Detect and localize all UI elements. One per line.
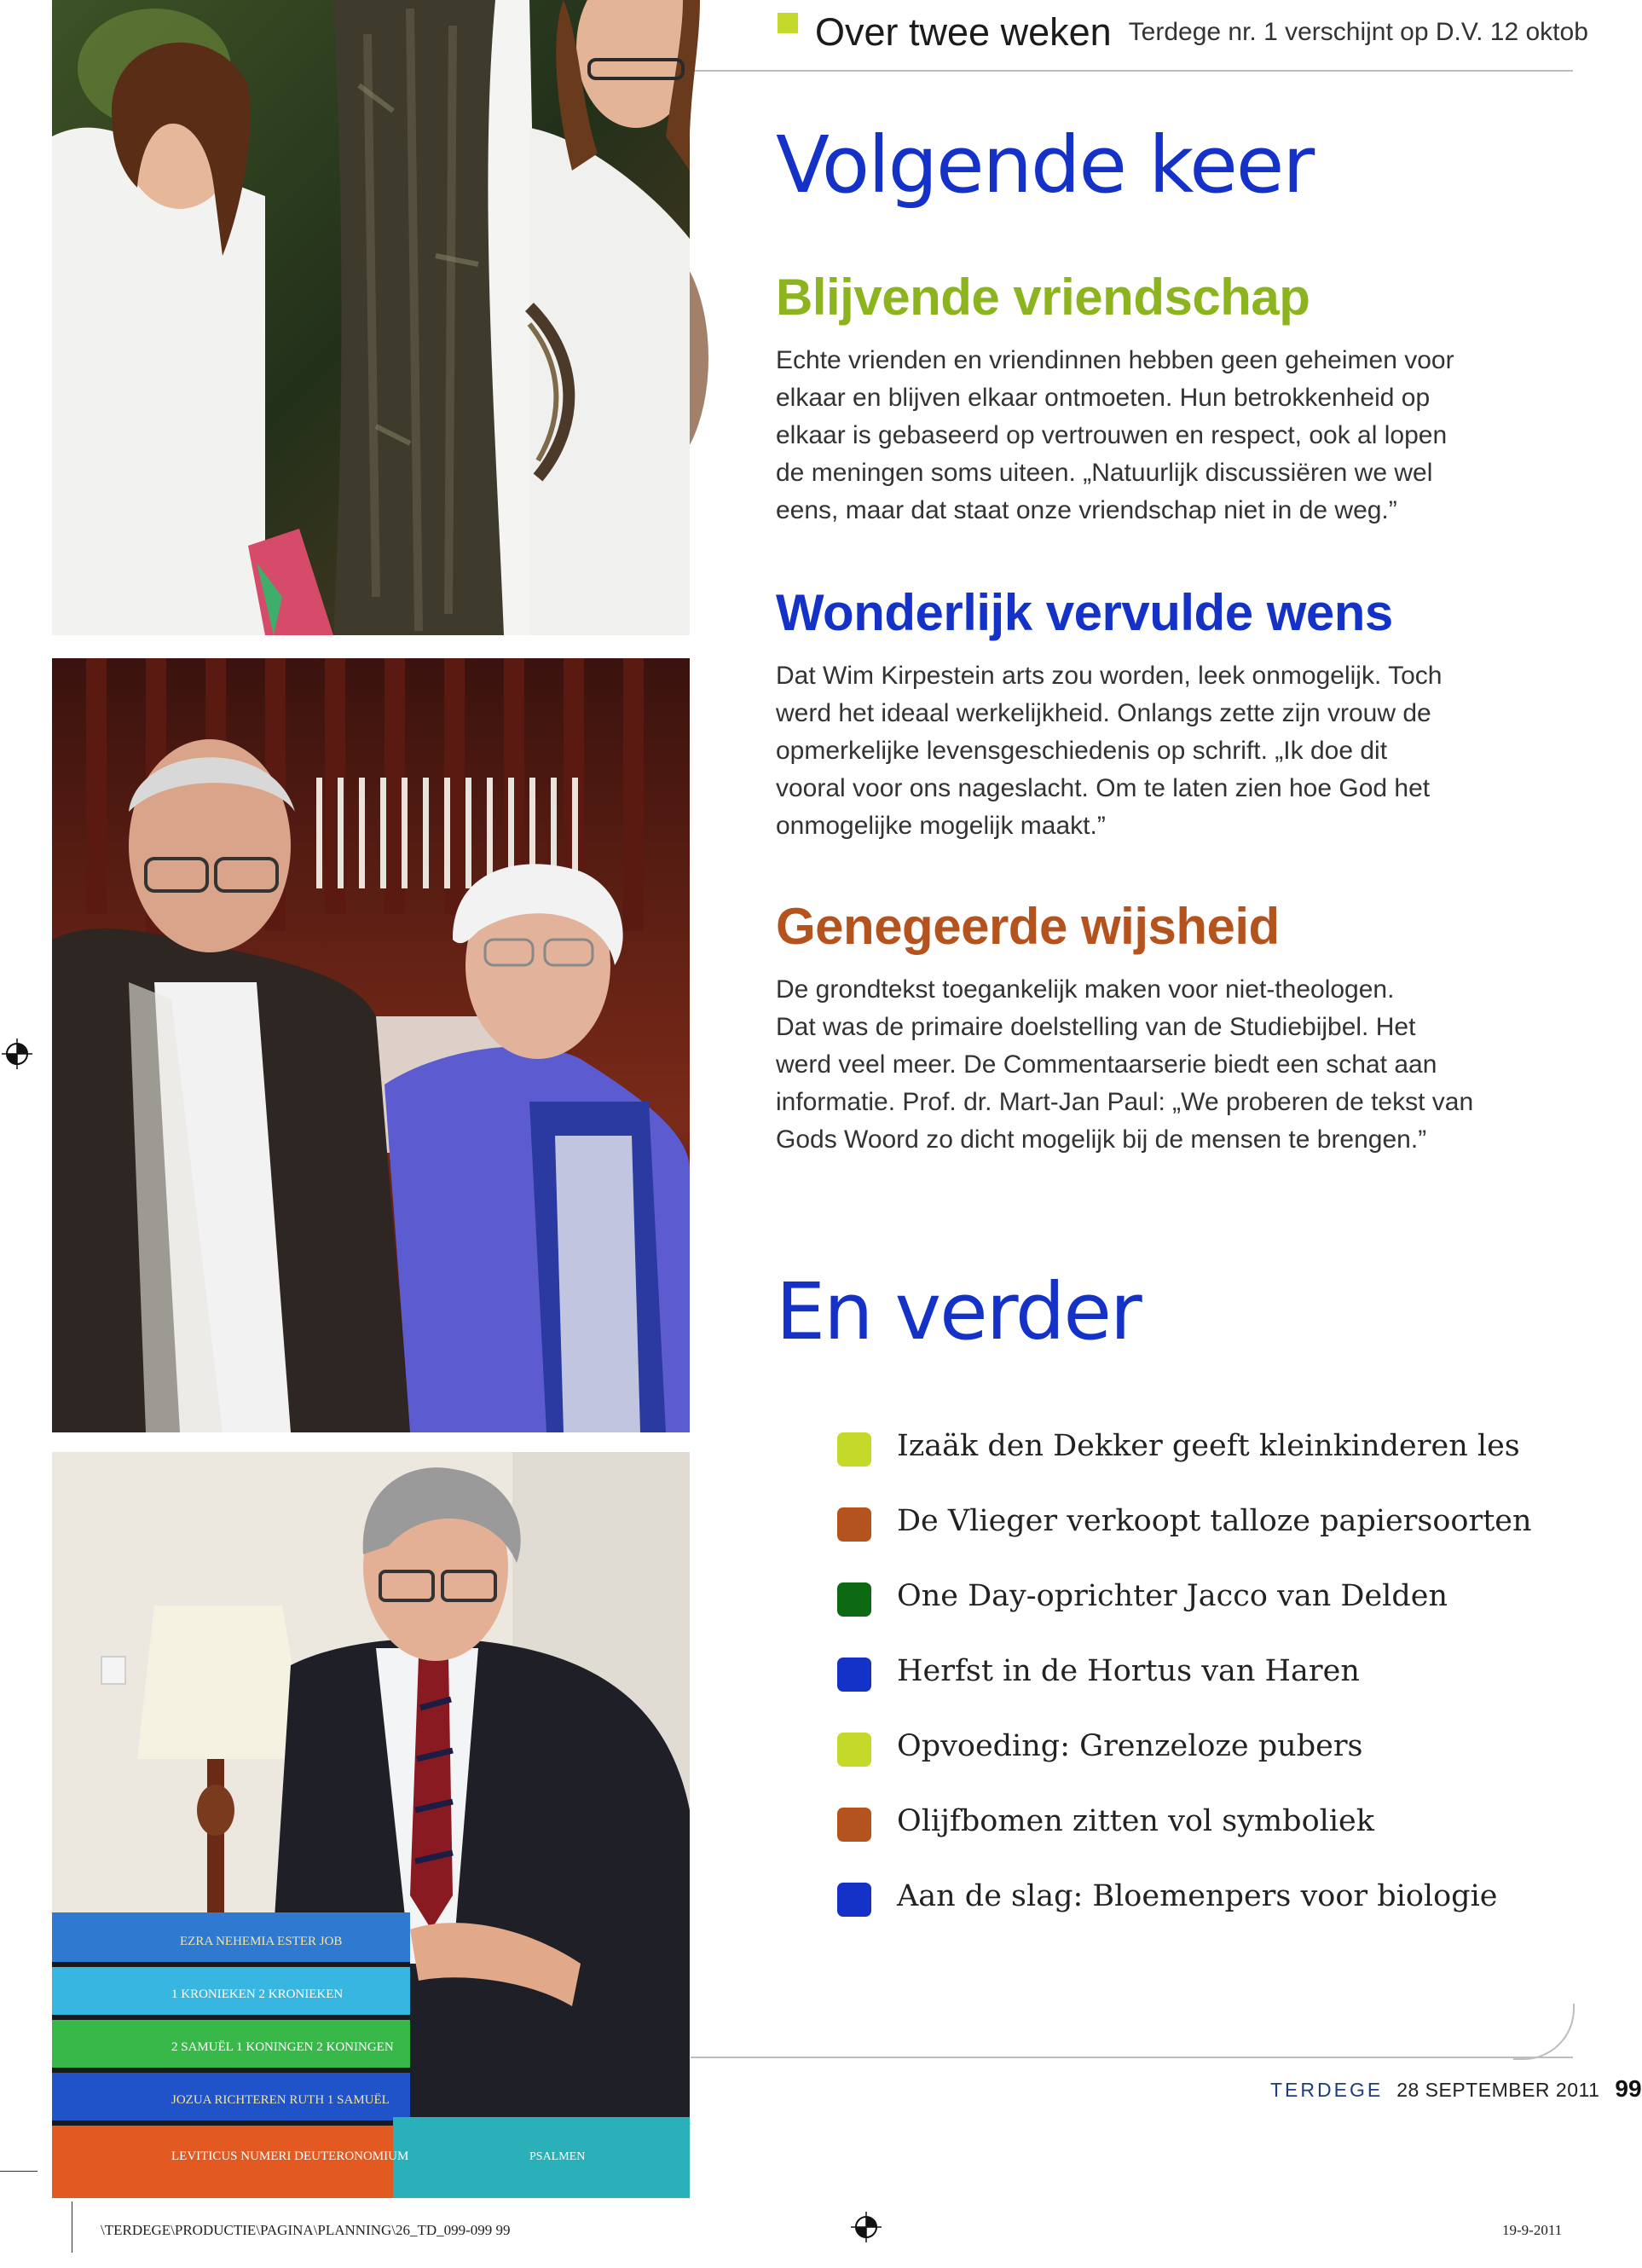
article-wish xyxy=(776,583,1526,845)
book-spine-2: 1 KRONIEKEN 2 KRONIEKEN xyxy=(171,1987,344,2001)
article-wisdom xyxy=(776,897,1526,1159)
header-rule xyxy=(691,70,1573,72)
bullet-square-icon xyxy=(837,1658,871,1692)
print-slug-path: \TERDEGE\PRODUCTIE\PAGINA\PLANNING\26_TD_099-099 99 xyxy=(101,2222,511,2238)
list-item: Olijfbomen zitten vol symboliek xyxy=(837,1797,1532,1872)
page-footer xyxy=(1270,2075,1642,2103)
further-title: En verder xyxy=(776,1266,1141,1357)
list-item: Herfst in de Hortus van Haren xyxy=(837,1647,1532,1722)
header-label: Over twee weken xyxy=(815,10,1112,54)
photo-man-with-books xyxy=(52,1452,690,2198)
header-note: Terdege nr. 1 verschijnt op D.V. 12 oktob xyxy=(1128,18,1588,46)
footer-corner-curve xyxy=(1513,2004,1575,2060)
registration-mark-icon xyxy=(851,2212,882,2242)
issue-date: 28 SEPTEMBER 2011 xyxy=(1396,2079,1600,2101)
bullet-square-icon xyxy=(837,1733,871,1767)
book-spine-1: EZRA NEHEMIA ESTER JOB xyxy=(180,1935,343,1948)
list-item: Opvoeding: Grenzeloze pubers xyxy=(837,1722,1532,1797)
article-title: Genegeerde wijsheid xyxy=(776,898,1280,955)
article-body: Echte vrienden en vriendinnen hebben geen geheimen voor elkaar en blijven elkaar ontmoeten. Hun betrokkenheid op elkaar is gebaseerd op vertrouwen en respect, ook al lopen de meningen soms uiteen. „Natuurlijk discussiëren we wel eens, maar dat staat onze vriendschap niet in de weg.” xyxy=(776,346,1454,524)
header-square-icon xyxy=(778,13,798,33)
list-item: Aan de slag: Bloemenpers voor biologie xyxy=(837,1872,1532,1947)
article-friendship xyxy=(776,268,1526,529)
next-time-title: Volgende keer xyxy=(776,119,1314,211)
book-spine-5: LEVITICUS NUMERI DEUTERONOMIUM xyxy=(171,2149,409,2163)
article-title: Wonderlijk vervulde wens xyxy=(776,584,1393,641)
list-item: De Vlieger verkoopt talloze papiersoorten xyxy=(837,1497,1532,1572)
bullet-square-icon xyxy=(837,1507,871,1542)
bullet-square-icon xyxy=(837,1432,871,1467)
bullet-square-icon xyxy=(837,1808,871,1842)
photo-two-women xyxy=(52,0,690,635)
registration-mark-icon xyxy=(2,1039,32,1069)
magazine-name: TERDEGE xyxy=(1270,2079,1384,2101)
footer-rule xyxy=(691,2057,1573,2058)
bullet-square-icon xyxy=(837,1582,871,1617)
article-body: De grondtekst toegankelijk maken voor niet-theologen. Dat was de primaire doelstelling van de Studiebijbel. Het werd veel meer. De Commentaarserie biedt een schat aan informatie. Prof. dr. Mart-Jan Paul: „We proberen de tekst van Gods Woord zo dicht mogelijk bij de mensen te brengen.” xyxy=(776,975,1474,1154)
list-item: One Day-oprichter Jacco van Delden xyxy=(837,1572,1532,1647)
print-slug-date: 19-9-2011 xyxy=(1502,2222,1563,2238)
book-spine-6: PSALMEN xyxy=(529,2150,586,2163)
further-list xyxy=(837,1422,1532,1947)
article-title: Blijvende vriendschap xyxy=(776,269,1310,326)
list-item: Izaäk den Dekker geeft kleinkinderen les xyxy=(837,1422,1532,1497)
photo-elderly-couple xyxy=(52,658,690,1432)
page-header xyxy=(778,10,1588,55)
book-spine-3: 2 SAMUËL 1 KONINGEN 2 KONINGEN xyxy=(171,2040,394,2054)
crop-mark xyxy=(0,2171,38,2172)
page-number: 99 xyxy=(1615,2075,1642,2102)
article-body: Dat Wim Kirpestein arts zou worden, leek onmogelijk. Toch werd het ideaal werkelijkheid. Onlangs zette zijn vrouw de opmerkelijke levensgeschiedenis op schrift. „Ik doe dit vooral voor ons nageslacht. Om te laten zien hoe God het onmogelijke mogelijk maakt.” xyxy=(776,662,1443,840)
book-spine-4: JOZUA RICHTEREN RUTH 1 SAMUËL xyxy=(171,2093,390,2107)
bullet-square-icon xyxy=(837,1883,871,1917)
